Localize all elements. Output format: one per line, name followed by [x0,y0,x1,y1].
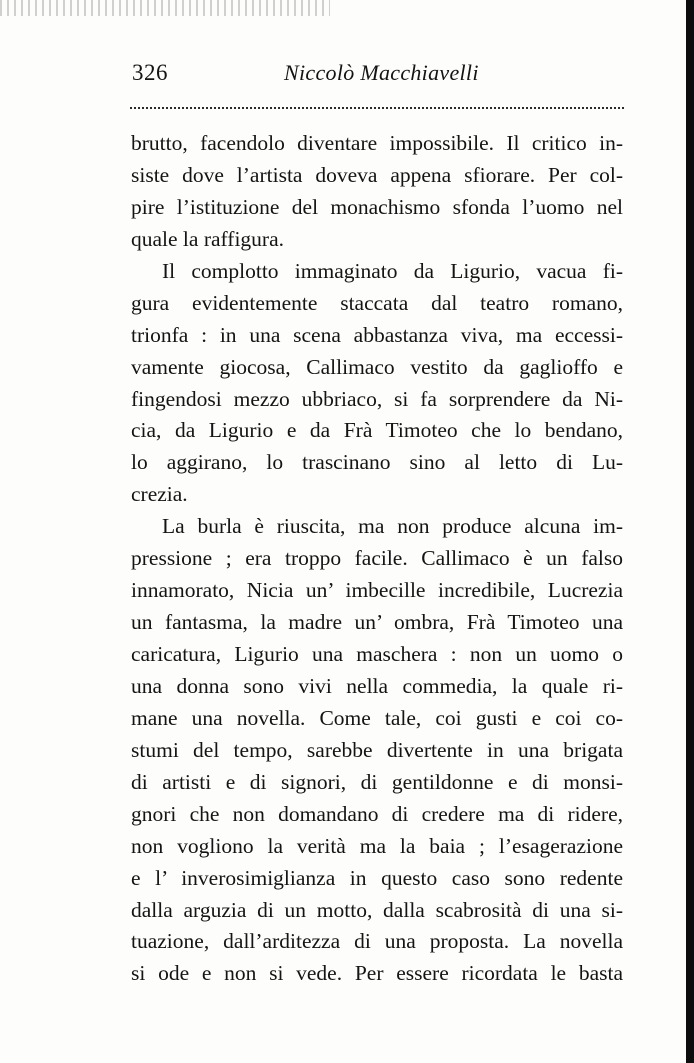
text-line: tuazione, dall’arditezza di una proposta. La novella [131,929,623,954]
text-line: crezia. [131,482,188,507]
text-line: vamente giocosa, Callimaco vestito da gaglioffo e [131,354,623,379]
text-line: fingendosi mezzo ubbriaco, si fa sorprendere da Ni- [131,386,623,411]
text-line: quale la raffigura. [131,226,285,251]
header-rule [130,107,624,109]
text-line: non vogliono la verità ma la baia ; l’esagerazione [131,833,623,858]
text-line: si ode e non si vede. Per essere ricordata le basta [131,961,623,986]
text-line: stumi del tempo, sarebbe divertente in una brigata [131,737,623,762]
text-line: Il complotto immaginato da Ligurio, vacua fi- [162,258,623,283]
text-line: gnori che non domandano di credere ma di ridere, [131,801,623,826]
text-line: pire l’istituzione del monachismo sfonda l’uomo nel [131,194,623,219]
page-header [128,60,624,94]
body-text [131,128,623,990]
text-line: un fantasma, la madre un’ ombra, Frà Timoteo una [131,610,623,635]
text-line: innamorato, Nicia un’ imbecille incredibile, Lucrezia [131,578,623,603]
text-line: cia, da Ligurio e da Frà Timoteo che lo bendano, [131,418,623,443]
scan-edge-right [686,0,694,1063]
text-line: pressione ; era troppo facile. Callimaco è un falso [131,546,623,571]
text-line: caricatura, Ligurio una maschera : non un uomo o [131,642,623,666]
page-number: 326 [132,60,168,85]
running-title: Niccolò Macchiavelli [284,60,479,85]
text-line: una donna sono vivi nella commedia, la quale ri- [131,673,623,698]
text-line: dalla arguzia di un motto, dalla scabrosità di una si- [131,897,623,922]
text-line: gura evidentemente staccata dal teatro romano, [131,290,623,315]
text-line: brutto, facendolo diventare impossibile. Il critico in- [131,131,623,155]
text-line: mane una novella. Come tale, coi gusti e coi co- [131,705,623,730]
text-line: trionfa : in una scena abbastanza viva, ma eccessi- [131,322,623,347]
text-line: lo aggirano, lo trascinano sino al letto di Lu- [131,450,623,475]
text-line: e l’ inverosimiglianza in questo caso sono redente [131,865,623,890]
text-line: La burla è riuscita, ma non produce alcuna im- [162,514,623,539]
scan-noise-top [0,0,330,16]
text-line: siste dove l’artista doveva appena sfiorare. Per col- [131,162,623,187]
text-line: di artisti e di signori, di gentildonne e di monsi- [131,769,623,794]
